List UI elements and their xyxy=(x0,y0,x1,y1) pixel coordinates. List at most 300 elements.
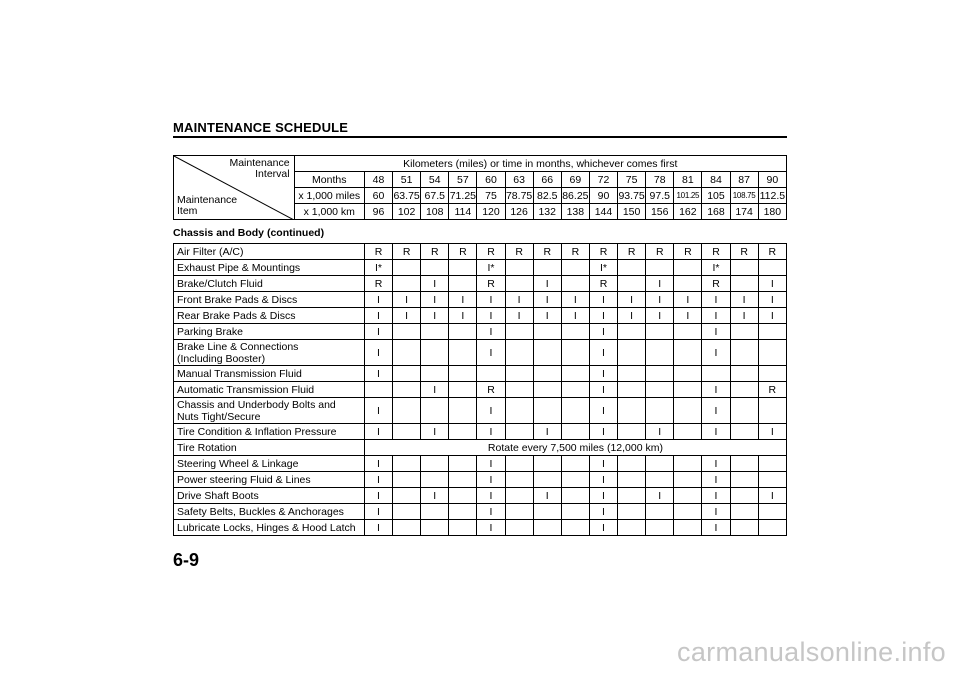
schedule-cell xyxy=(505,324,533,340)
schedule-cell xyxy=(618,472,646,488)
schedule-cell xyxy=(758,366,786,382)
interval-value: 101.25 xyxy=(674,188,702,204)
schedule-cell xyxy=(561,340,589,366)
interval-value: 93.75 xyxy=(618,189,645,202)
page-number: 6-9 xyxy=(173,550,200,570)
schedule-cell xyxy=(561,488,589,504)
schedule-cell xyxy=(477,366,505,382)
schedule-cell xyxy=(702,366,730,382)
schedule-cell xyxy=(674,504,702,520)
schedule-cell xyxy=(533,260,561,276)
interval-value: 57 xyxy=(449,172,477,188)
interval-value: 90 xyxy=(758,172,786,188)
schedule-cell: I* xyxy=(477,260,505,276)
schedule-cell xyxy=(421,340,449,366)
schedule-cell: R xyxy=(589,244,617,260)
schedule-cell: I xyxy=(561,308,589,324)
interval-value: 60 xyxy=(477,172,505,188)
interval-value: 90 xyxy=(589,188,617,204)
schedule-cell xyxy=(393,488,421,504)
interval-value: 75 xyxy=(477,188,505,204)
watermark-text: carmanualsonline.info xyxy=(677,637,946,667)
schedule-cell: I xyxy=(477,488,505,504)
schedule-cell: I xyxy=(589,366,617,382)
item-name-line: Tire Condition & Inflation Pressure xyxy=(177,425,337,438)
schedule-cell: I xyxy=(646,308,674,324)
schedule-cell xyxy=(393,382,421,398)
schedule-cell xyxy=(646,456,674,472)
schedule-cell: R xyxy=(702,244,730,260)
schedule-cell: I xyxy=(589,324,617,340)
schedule-cell xyxy=(758,456,786,472)
schedule-cell xyxy=(421,324,449,340)
schedule-cell: I xyxy=(674,292,702,308)
schedule-cell: I xyxy=(364,424,392,440)
schedule-cell: I xyxy=(758,488,786,504)
page-title: MAINTENANCE SCHEDULE xyxy=(173,120,349,135)
interval-row-label: x 1,000 miles xyxy=(294,188,364,204)
schedule-cell xyxy=(758,398,786,424)
interval-value: 78 xyxy=(646,172,674,188)
schedule-cell: I xyxy=(730,292,758,308)
schedule-cell xyxy=(561,324,589,340)
interval-value: 138 xyxy=(561,204,589,220)
schedule-cell xyxy=(449,276,477,292)
interval-value: 114 xyxy=(449,204,477,220)
corner-label-item xyxy=(177,195,237,217)
schedule-cell: I xyxy=(449,292,477,308)
interval-value: 97.5 xyxy=(646,188,674,204)
schedule-cell: I xyxy=(702,308,730,324)
schedule-cell: I xyxy=(589,424,617,440)
schedule-cell: I xyxy=(589,308,617,324)
schedule-cell xyxy=(449,382,477,398)
table-row xyxy=(174,244,787,260)
schedule-cell: I xyxy=(758,276,786,292)
item-name-line: Drive Shaft Boots xyxy=(177,489,259,502)
schedule-cell: R xyxy=(758,382,786,398)
table-row xyxy=(174,382,787,398)
schedule-cell: I xyxy=(533,488,561,504)
schedule-cell xyxy=(758,472,786,488)
maintenance-item-name xyxy=(174,260,365,276)
schedule-cell: I xyxy=(421,276,449,292)
schedule-cell xyxy=(561,366,589,382)
schedule-cell xyxy=(646,260,674,276)
schedule-cell xyxy=(533,398,561,424)
interval-value: 126 xyxy=(505,204,533,220)
interval-value: 81 xyxy=(674,172,702,188)
schedule-cell xyxy=(421,520,449,536)
schedule-cell: R xyxy=(364,244,392,260)
schedule-cell: I xyxy=(589,472,617,488)
schedule-cell xyxy=(449,456,477,472)
item-name-line: Manual Transmission Fluid xyxy=(177,367,302,380)
schedule-cell: R xyxy=(702,276,730,292)
item-name-line: Air Filter (A/C) xyxy=(177,245,244,258)
schedule-cell: I xyxy=(449,308,477,324)
interval-caption: Kilometers (miles) or time in months, whichever comes first xyxy=(294,156,786,172)
schedule-cell xyxy=(646,504,674,520)
interval-value: 144 xyxy=(589,204,617,220)
table-row xyxy=(174,398,787,424)
schedule-cell: I xyxy=(589,382,617,398)
schedule-cell: I xyxy=(477,456,505,472)
schedule-cell xyxy=(421,398,449,424)
schedule-cell xyxy=(561,424,589,440)
interval-value: 108.75 xyxy=(730,188,758,204)
interval-row-label: Months xyxy=(294,172,364,188)
schedule-cell xyxy=(674,520,702,536)
schedule-cell: I xyxy=(646,424,674,440)
schedule-cell: I xyxy=(364,292,392,308)
schedule-cell xyxy=(618,488,646,504)
schedule-cell xyxy=(674,260,702,276)
schedule-cell xyxy=(449,488,477,504)
schedule-cell: I xyxy=(477,324,505,340)
interval-value: 150 xyxy=(618,204,646,220)
schedule-cell xyxy=(730,276,758,292)
interval-value: 78.75 xyxy=(505,189,533,202)
schedule-cell xyxy=(674,472,702,488)
schedule-cell xyxy=(618,398,646,424)
schedule-cell xyxy=(646,382,674,398)
item-name-line: Tire Rotation xyxy=(177,441,237,454)
interval-value: 108 xyxy=(421,204,449,220)
schedule-cell xyxy=(561,260,589,276)
schedule-cell xyxy=(561,504,589,520)
schedule-cell xyxy=(505,260,533,276)
schedule-cell: R xyxy=(421,244,449,260)
interval-value: 63 xyxy=(505,172,533,188)
schedule-cell: I xyxy=(702,398,730,424)
schedule-cell xyxy=(618,324,646,340)
corner-label-interval xyxy=(229,158,289,180)
schedule-cell: I xyxy=(702,382,730,398)
schedule-cell xyxy=(730,456,758,472)
schedule-cell xyxy=(533,504,561,520)
interval-value: 180 xyxy=(758,204,786,220)
schedule-cell xyxy=(533,520,561,536)
schedule-cell: I xyxy=(364,520,392,536)
item-name-line: Lubricate Locks, Hinges & Hood Latch xyxy=(177,521,356,534)
schedule-cell: I xyxy=(646,488,674,504)
maintenance-item-name xyxy=(174,382,365,398)
schedule-cell: I xyxy=(477,292,505,308)
schedule-cell xyxy=(505,424,533,440)
schedule-cell: I xyxy=(618,292,646,308)
schedule-cell xyxy=(393,276,421,292)
schedule-cell xyxy=(730,488,758,504)
interval-value: 168 xyxy=(702,204,730,220)
corner-label-line: Interval xyxy=(255,168,290,180)
schedule-cell xyxy=(561,382,589,398)
schedule-cell xyxy=(730,472,758,488)
schedule-cell: I xyxy=(364,324,392,340)
schedule-cell: I xyxy=(364,488,392,504)
schedule-cell xyxy=(449,398,477,424)
schedule-cell: I xyxy=(364,456,392,472)
item-name-line: Brake Line & Connections xyxy=(177,340,299,353)
schedule-cell xyxy=(646,340,674,366)
schedule-cell: I xyxy=(505,308,533,324)
schedule-cell xyxy=(618,520,646,536)
interval-value: 174 xyxy=(730,204,758,220)
schedule-cell: I xyxy=(477,472,505,488)
schedule-cell xyxy=(758,260,786,276)
schedule-cell xyxy=(618,504,646,520)
interval-value: 84 xyxy=(702,172,730,188)
maintenance-item-name xyxy=(174,292,365,308)
table-row xyxy=(174,324,787,340)
interval-value: 48 xyxy=(364,172,392,188)
interval-value: 66 xyxy=(533,172,561,188)
interval-value: 162 xyxy=(674,204,702,220)
schedule-cell xyxy=(674,366,702,382)
schedule-cell: I xyxy=(533,276,561,292)
schedule-cell xyxy=(421,366,449,382)
interval-value: 96 xyxy=(364,204,392,220)
schedule-cell: I xyxy=(758,292,786,308)
schedule-cell xyxy=(730,324,758,340)
maintenance-item-name xyxy=(174,366,365,382)
schedule-cell xyxy=(674,488,702,504)
interval-value: 63.75 xyxy=(393,189,420,202)
schedule-cell: I xyxy=(505,292,533,308)
schedule-cell xyxy=(393,398,421,424)
item-name-line: Brake/Clutch Fluid xyxy=(177,277,263,290)
schedule-cell xyxy=(449,520,477,536)
schedule-cell: I xyxy=(646,292,674,308)
interval-caption-row xyxy=(174,156,787,172)
table-row xyxy=(174,488,787,504)
schedule-cell xyxy=(449,260,477,276)
schedule-cell xyxy=(674,324,702,340)
maintenance-item-name xyxy=(174,398,365,424)
schedule-cell xyxy=(393,260,421,276)
schedule-cell xyxy=(618,456,646,472)
schedule-cell xyxy=(730,382,758,398)
schedule-cell: I xyxy=(702,324,730,340)
schedule-cell: I xyxy=(589,504,617,520)
schedule-cell: I xyxy=(674,308,702,324)
schedule-cell xyxy=(505,366,533,382)
schedule-cell xyxy=(533,366,561,382)
schedule-cell: I* xyxy=(702,260,730,276)
schedule-cell xyxy=(505,276,533,292)
schedule-cell: I xyxy=(561,292,589,308)
schedule-cell xyxy=(505,472,533,488)
schedule-cell xyxy=(618,260,646,276)
schedule-cell: R xyxy=(477,276,505,292)
interval-value: 75 xyxy=(618,172,646,188)
schedule-cell: I xyxy=(702,504,730,520)
schedule-cell: I xyxy=(702,456,730,472)
schedule-cell xyxy=(674,398,702,424)
table-row xyxy=(174,440,787,456)
schedule-cell: I xyxy=(477,424,505,440)
schedule-cell xyxy=(505,382,533,398)
schedule-cell xyxy=(421,472,449,488)
table-row xyxy=(174,276,787,292)
item-name-line: (Including Booster) xyxy=(177,352,266,365)
schedule-cell xyxy=(533,472,561,488)
schedule-cell: I xyxy=(477,504,505,520)
schedule-cell: I xyxy=(589,456,617,472)
schedule-cell xyxy=(421,456,449,472)
schedule-cell: I xyxy=(702,292,730,308)
maintenance-item-name xyxy=(174,340,365,366)
maintenance-item-name xyxy=(174,308,365,324)
schedule-cell xyxy=(393,520,421,536)
interval-value: 54 xyxy=(421,172,449,188)
header-rule xyxy=(173,136,787,138)
item-name-line: Nuts Tight/Secure xyxy=(177,410,261,423)
schedule-cell: I xyxy=(393,292,421,308)
item-name-line: Steering Wheel & Linkage xyxy=(177,457,299,470)
schedule-cell xyxy=(618,424,646,440)
table-row xyxy=(174,456,787,472)
schedule-cell: I xyxy=(618,308,646,324)
rotation-note: Rotate every 7,500 miles (12,000 km) xyxy=(364,440,786,456)
schedule-cell: I xyxy=(364,398,392,424)
maintenance-item-name xyxy=(174,424,365,440)
corner-label-line: Maintenance xyxy=(177,194,238,206)
schedule-cell xyxy=(393,456,421,472)
schedule-cell xyxy=(730,398,758,424)
maintenance-item-name xyxy=(174,276,365,292)
maintenance-item-name xyxy=(174,324,365,340)
schedule-cell: R xyxy=(618,244,646,260)
schedule-cell: I xyxy=(477,520,505,536)
item-name-line: Front Brake Pads & Discs xyxy=(177,293,298,306)
schedule-cell xyxy=(364,382,392,398)
schedule-cell xyxy=(533,456,561,472)
maintenance-item-name xyxy=(174,472,365,488)
schedule-cell xyxy=(533,324,561,340)
interval-value: 105 xyxy=(702,188,730,204)
maintenance-item-name xyxy=(174,520,365,536)
schedule-cell xyxy=(393,340,421,366)
interval-row-label: x 1,000 km xyxy=(294,204,364,220)
schedule-cell xyxy=(730,520,758,536)
item-name-line: Rear Brake Pads & Discs xyxy=(177,309,296,322)
schedule-cell xyxy=(618,276,646,292)
schedule-cell xyxy=(618,340,646,366)
schedule-cell: R xyxy=(449,244,477,260)
schedule-cell xyxy=(449,472,477,488)
schedule-cell xyxy=(758,324,786,340)
schedule-cell: I xyxy=(589,292,617,308)
schedule-cell: I xyxy=(702,472,730,488)
schedule-cell: I xyxy=(589,340,617,366)
interval-value: 156 xyxy=(646,204,674,220)
schedule-cell: I xyxy=(393,308,421,324)
schedule-cell: I xyxy=(477,398,505,424)
schedule-cell: I xyxy=(758,424,786,440)
maintenance-item-name xyxy=(174,440,365,456)
interval-value: 72 xyxy=(589,172,617,188)
schedule-cell: I xyxy=(364,340,392,366)
schedule-cell: I xyxy=(364,472,392,488)
corner-cell xyxy=(174,156,295,220)
schedule-cell: I xyxy=(702,488,730,504)
schedule-cell xyxy=(730,366,758,382)
schedule-cell: I xyxy=(702,520,730,536)
table-row xyxy=(174,424,787,440)
schedule-cell xyxy=(505,456,533,472)
schedule-cell: R xyxy=(505,244,533,260)
schedule-cell xyxy=(618,382,646,398)
interval-value: 51 xyxy=(393,172,421,188)
corner-label-line: Maintenance xyxy=(229,157,290,169)
table-row xyxy=(174,472,787,488)
schedule-cell xyxy=(505,520,533,536)
interval-table xyxy=(173,155,787,220)
schedule-cell xyxy=(449,366,477,382)
schedule-cell: R xyxy=(561,244,589,260)
schedule-cell: I xyxy=(589,398,617,424)
interval-value: 82.5 xyxy=(533,188,561,204)
schedule-cell: I xyxy=(589,488,617,504)
table-row xyxy=(174,504,787,520)
schedule-cell xyxy=(730,504,758,520)
schedule-cell xyxy=(646,398,674,424)
schedule-cell: I xyxy=(702,424,730,440)
schedule-cell: I xyxy=(758,308,786,324)
schedule-cell xyxy=(449,424,477,440)
interval-value: 112.5 xyxy=(759,189,786,202)
schedule-cell: R xyxy=(674,244,702,260)
schedule-cell: R xyxy=(589,276,617,292)
schedule-cell: R xyxy=(477,382,505,398)
schedule-cell: I xyxy=(533,308,561,324)
interval-value: 87 xyxy=(730,172,758,188)
schedule-cell xyxy=(674,382,702,398)
table-row xyxy=(174,520,787,536)
schedule-cell xyxy=(646,366,674,382)
schedule-cell xyxy=(561,276,589,292)
schedule-cell xyxy=(646,472,674,488)
schedule-cell xyxy=(674,424,702,440)
schedule-cell xyxy=(758,504,786,520)
item-name-line: Parking Brake xyxy=(177,325,243,338)
schedule-cell: R xyxy=(533,244,561,260)
schedule-cell xyxy=(730,260,758,276)
schedule-cell: I xyxy=(421,382,449,398)
schedule-cell: R xyxy=(393,244,421,260)
schedule-cell xyxy=(618,366,646,382)
schedule-cell xyxy=(505,504,533,520)
maintenance-item-name xyxy=(174,456,365,472)
schedule-cell xyxy=(730,340,758,366)
item-name-line: Power steering Fluid & Lines xyxy=(177,473,311,486)
schedule-cell xyxy=(449,340,477,366)
item-name-line: Safety Belts, Buckles & Anchorages xyxy=(177,505,344,518)
table-row xyxy=(174,340,787,366)
schedule-cell xyxy=(758,340,786,366)
schedule-cell xyxy=(758,520,786,536)
maintenance-item-name xyxy=(174,244,365,260)
schedule-cell xyxy=(421,504,449,520)
schedule-cell: R xyxy=(477,244,505,260)
schedule-cell: I xyxy=(589,520,617,536)
schedule-cell: R xyxy=(646,244,674,260)
schedule-cell: R xyxy=(730,244,758,260)
schedule-cell xyxy=(674,456,702,472)
interval-value: 86.25 xyxy=(562,189,589,202)
schedule-cell xyxy=(505,488,533,504)
